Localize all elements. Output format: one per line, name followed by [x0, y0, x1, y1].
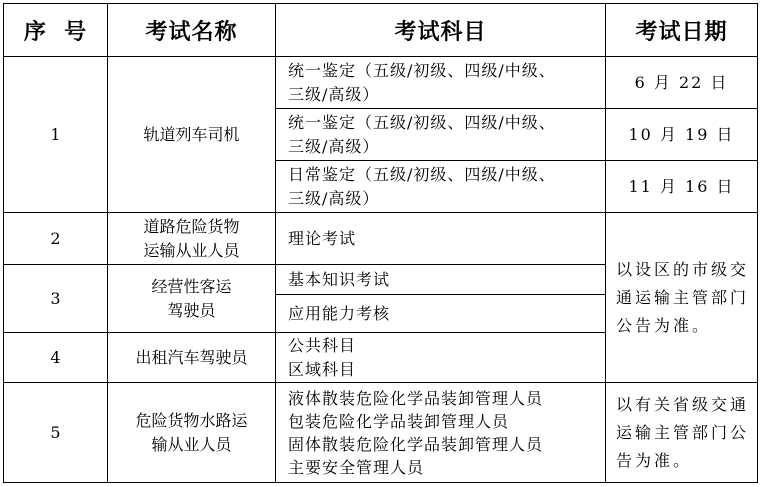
header-no: 序 号 [4, 4, 108, 57]
row-subject: 统一鉴定（五级/初级、四级/中级、 三级/高级） [276, 109, 606, 161]
row-subject: 理论考试 [276, 213, 606, 265]
header-date: 考试日期 [606, 4, 758, 57]
row-subject: 日常鉴定（五级/初级、四级/中级、 三级/高级） [276, 161, 606, 213]
table-row [4, 57, 758, 109]
header-row [4, 4, 758, 57]
row-date: 11 月 16 日 [606, 161, 758, 213]
table-row [4, 383, 758, 483]
row-date: 10 月 19 日 [606, 109, 758, 161]
row-subject: 基本知识考试 [276, 265, 606, 295]
row-subject: 公共科目 区域科目 [276, 333, 606, 383]
header-subject: 考试科目 [276, 4, 606, 57]
table-row [4, 213, 758, 265]
row-date: 6 月 22 日 [606, 57, 758, 109]
row-no: 4 [4, 333, 108, 383]
row-name: 轨道列车司机 [108, 57, 276, 213]
city-note: 以设区的市级交通运输主管部门公告为准。 [606, 213, 758, 383]
row-no: 2 [4, 213, 108, 265]
row-no: 3 [4, 265, 108, 333]
province-note: 以有关省级交通运输主管部门公告为准。 [606, 383, 758, 483]
row-subject: 液体散装危险化学品装卸管理人员 包装危险化学品装卸管理人员 固体散装危险化学品装卸管理人员 主要安全管理人员 [276, 383, 606, 483]
row-name: 经营性客运 驾驶员 [108, 265, 276, 333]
row-subject: 应用能力考核 [276, 295, 606, 333]
row-name: 道路危险货物 运输从业人员 [108, 213, 276, 265]
row-no: 5 [4, 383, 108, 483]
row-subject: 统一鉴定（五级/初级、四级/中级、 三级/高级） [276, 57, 606, 109]
exam-schedule-table [3, 3, 758, 483]
row-name: 出租汽车驾驶员 [108, 333, 276, 383]
header-name: 考试名称 [108, 4, 276, 57]
row-name: 危险货物水路运 输从业人员 [108, 383, 276, 483]
row-no: 1 [4, 57, 108, 213]
